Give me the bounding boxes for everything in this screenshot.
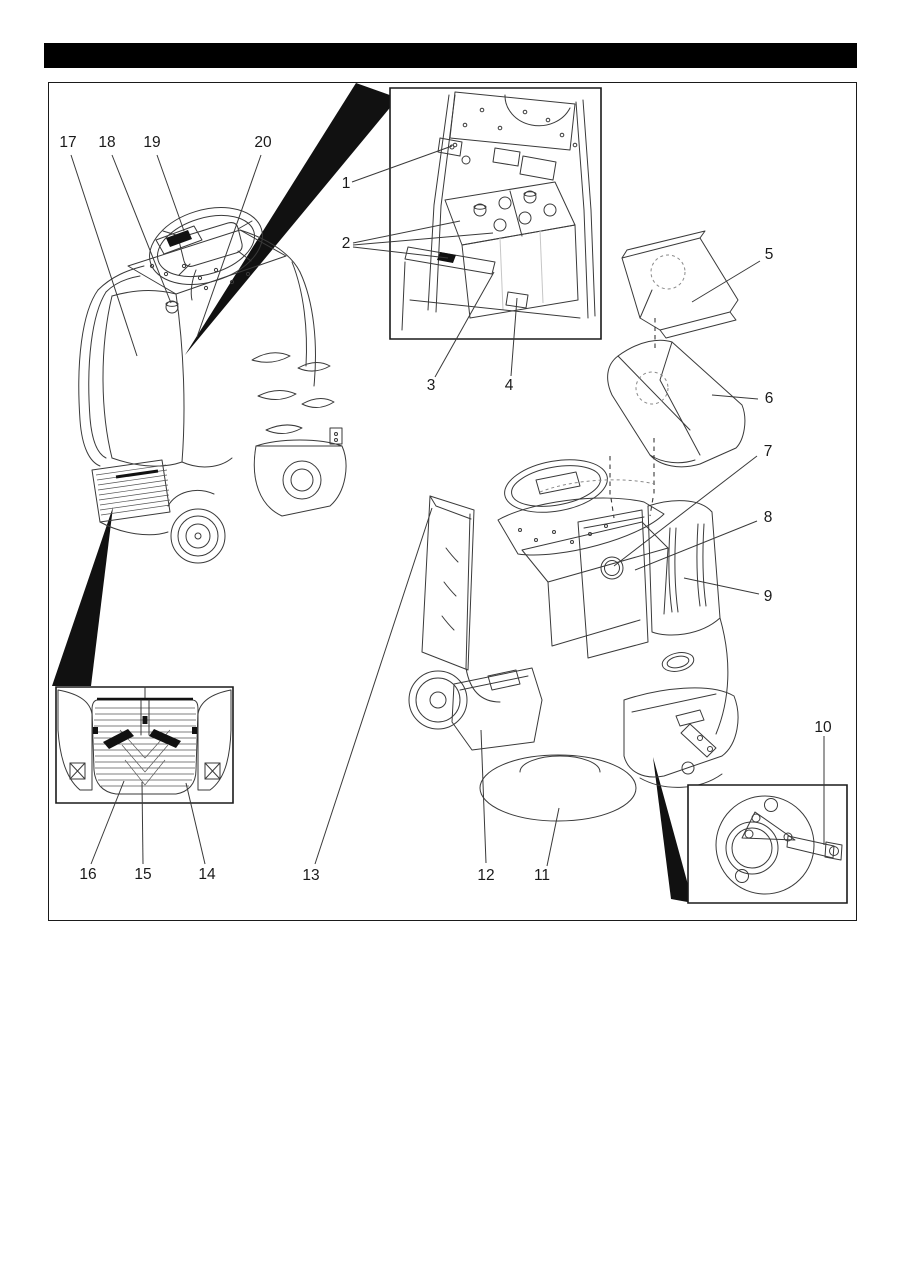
footstep-top-view-inset (56, 687, 233, 803)
callout-label-5: 5 (764, 246, 774, 263)
callout-label-20: 20 (254, 134, 272, 151)
filter-bag-crumpled (608, 340, 745, 467)
footstep (92, 460, 170, 522)
callout-label-6: 6 (764, 390, 774, 407)
callout-label-17: 17 (59, 134, 77, 151)
front-wheel (168, 490, 225, 563)
callout-label-13: 13 (302, 867, 320, 884)
filter-cover (648, 501, 720, 635)
callout-label-3: 3 (426, 377, 436, 394)
bag-drop-guides (610, 318, 655, 518)
machine-rear-right-view (409, 452, 738, 821)
side-vents (252, 353, 334, 434)
filter-plate (578, 510, 648, 658)
callout-label-11: 11 (533, 867, 551, 884)
callout-label-19: 19 (143, 134, 161, 151)
callout-label-14: 14 (198, 866, 216, 883)
callout-label-7: 7 (763, 443, 773, 460)
battery-compartment-inset (390, 88, 601, 339)
callout-label-2: 2 (341, 235, 351, 252)
left-wheel (409, 671, 467, 729)
machine-front-left-view (79, 195, 346, 563)
wedge-to-footstep-inset (52, 507, 113, 686)
callout-label-8: 8 (763, 509, 773, 526)
callout-label-18: 18 (98, 134, 116, 151)
brush-deck (254, 428, 346, 516)
brush-hub-inset (688, 785, 847, 903)
callout-label-1: 1 (341, 175, 351, 192)
callout-label-4: 4 (504, 377, 514, 394)
callout-label-12: 12 (477, 867, 495, 884)
wedge-to-hub-inset (653, 757, 693, 903)
callout-label-16: 16 (79, 866, 97, 883)
wedge-to-battery-inset (185, 83, 398, 355)
tank-cap (166, 301, 178, 313)
callout-label-9: 9 (763, 588, 773, 605)
callout-label-15: 15 (134, 866, 152, 883)
callout-label-10: 10 (814, 719, 832, 736)
